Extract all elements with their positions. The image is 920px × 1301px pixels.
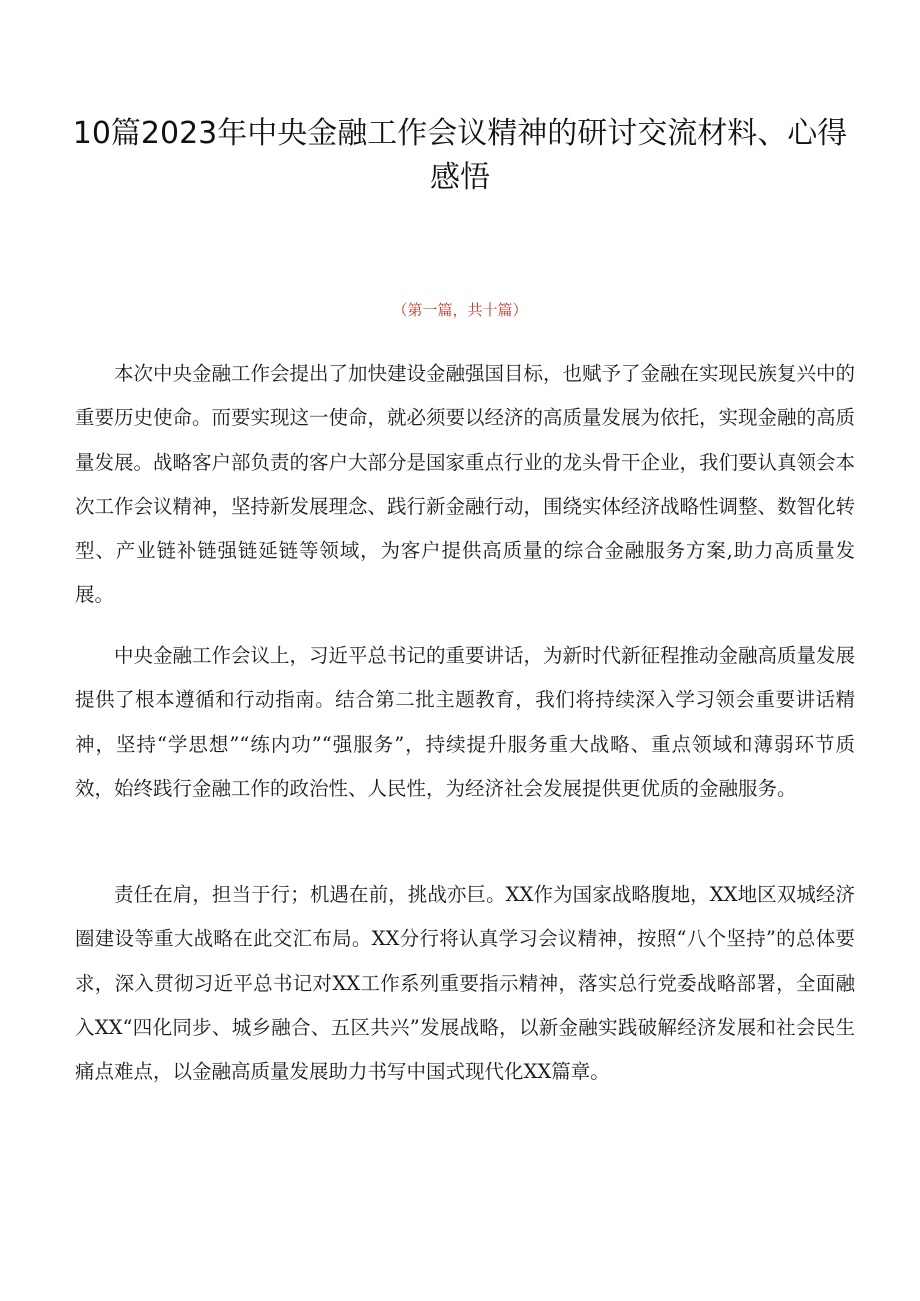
paragraph-1: 本次中央金融工作会提出了加快建设金融强国目标，也赋予了金融在实现民族复兴中的重要历史使命。而要实现这一使命，就必须要以经济的高质量发展为依托，实现金融的高质量发展。战略客户部负责的客户大部分是国家重点行业的龙头骨干企业，我们要认真领会本次工作会议精神，坚持新发展理念、践行新金融行动，围绕实体经济战略性调整、数智化转型、产业链补链强链延链等领域，为客户提供高质量的综合金融服务方案,助力高质量发展。 (75, 362, 856, 607)
section-subtitle: （第一篇，共十篇） (392, 301, 528, 319)
paragraph-2: 中央金融工作会议上，习近平总书记的重要讲话，为新时代新征程推动金融高质量发展提供了根本遵循和行动指南。结合第二批主题教育，我们将持续深入学习领会重要讲话精神，坚持“学思想”“练内功”“强服务”，持续提升服务重大战略、重点领域和薄弱环节质效，始终践行金融工作的政治性、人民性，为经济社会发展提供更优质的金融服务。 (75, 644, 856, 800)
paragraph-3: 责任在肩，担当于行；机遇在前，挑战亦巨。XX作为国家战略腹地，XX地区双城经济圈建设等重大战略在此交汇布局。XX分行将认真学习会议精神，按照“八个坚持”的总体要求，深入贯彻习近平总书记对XX工作系列重要指示精神，落实总行党委战略部署，全面融入XX“四化同步、城乡融合、五区共兴”发展战略，以新金融实践破解经济发展和社会民生痛点难点，以金融高质量发展助力书写中国式现代化XX篇章。 (75, 883, 855, 1084)
document-title: 10篇2023年中央金融工作会议精神的研讨交流材料、心得感悟 (72, 116, 848, 195)
